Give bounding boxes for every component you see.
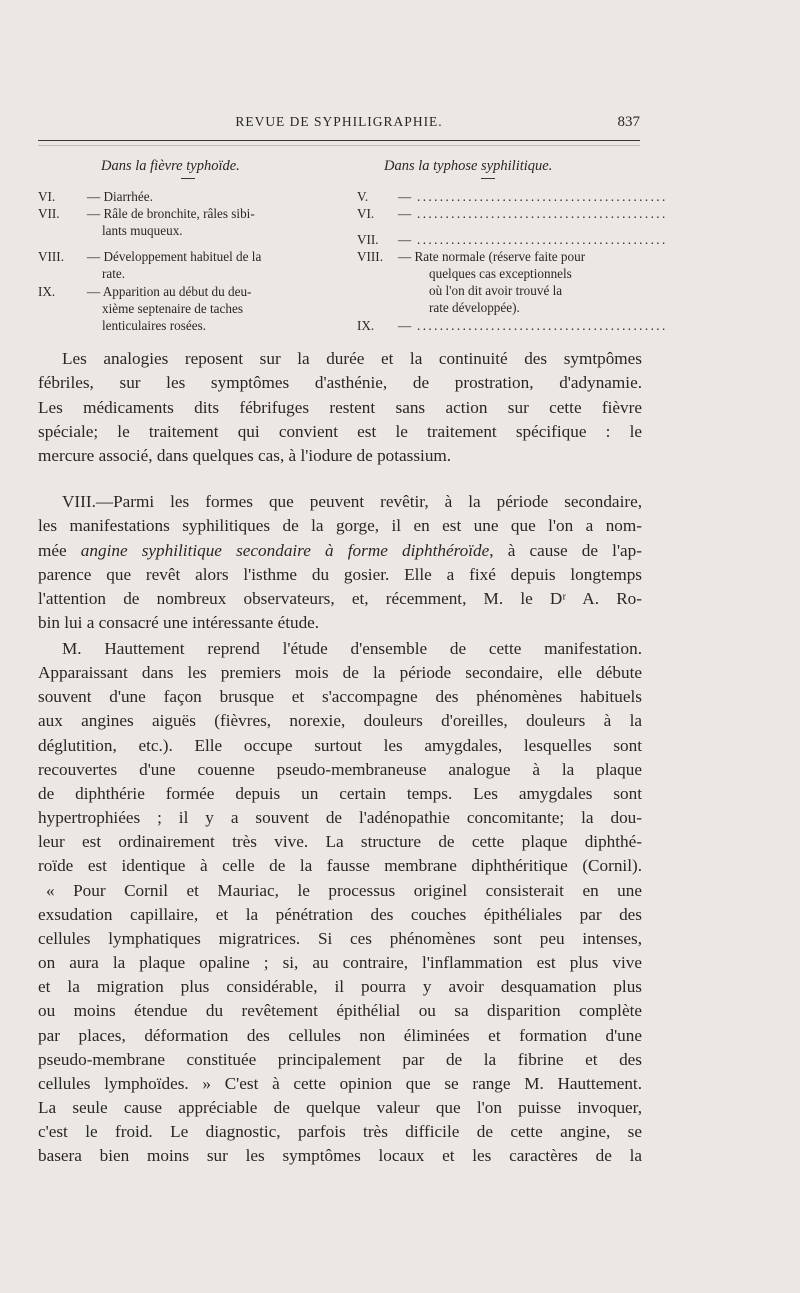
left-heading-dash <box>181 178 195 179</box>
row-text-cont: quelques cas exceptionnels <box>429 266 572 281</box>
text-line: par places, déformation des cellules non éliminées et formation d'une <box>38 1025 642 1045</box>
italic-term: angine syphilitique secondaire à forme diphthéroïde <box>80 540 490 560</box>
row-number: VIII. <box>357 249 383 264</box>
leader-dots: ............................................ <box>417 318 668 333</box>
text-line: aux angines aiguës (fièvres, norexie, douleurs d'oreilles, douleurs à la <box>38 711 642 731</box>
header-rule-shadow <box>38 145 640 146</box>
text-line-with-italic <box>38 539 642 563</box>
text-line: on aura la plaque opaline ; si, au contraire, l'inflammation est plus vive <box>38 953 642 973</box>
text-line: basera bien moins sur les symptômes locaux et les caractères de la <box>38 1146 642 1166</box>
text-line: pseudo-membrane constituée principalement par de la fibrine et des <box>38 1049 642 1069</box>
page-number: 837 <box>617 114 640 130</box>
text-line: M. Hauttement reprend l'étude d'ensemble de cette manifestation. <box>62 639 642 658</box>
running-head <box>38 114 640 138</box>
row-dash: — <box>398 189 412 204</box>
text-line: La seule cause appréciable de quelque valeur que l'on puisse invoquer, <box>38 1097 642 1117</box>
text-line: cellules lymphatiques migratrices. Si ces phénomènes sont peu intenses, <box>38 928 642 948</box>
text-line: cellules lymphoïdes. » C'est à cette opinion que se range M. Hauttement. <box>38 1073 642 1093</box>
row-text: — Diarrhée. <box>87 189 153 204</box>
text-line: c'est le froid. Le diagnostic, parfois très difficile de cette angine, se <box>38 1122 642 1142</box>
text-line: spéciale; le traitement qui convient est le traitement spécifique : le <box>38 421 642 441</box>
text-line: mercure associé, dans quelques cas, à l'iodure de potassium. <box>38 446 452 466</box>
leader-dots: ............................................ <box>417 206 668 221</box>
row-number: IX. <box>38 284 56 299</box>
text-line: Les analogies reposent sur la durée et la continuité des symtpômes <box>62 349 642 368</box>
paragraph-analogies <box>38 347 642 468</box>
text-line: exsudation capillaire, et la pénétration des couches épithéliales par des <box>38 904 642 924</box>
text-line: fébriles, sur les symptômes d'asthénie, de prostration, d'adynamie. <box>38 373 642 393</box>
header-rule <box>38 140 640 141</box>
right-heading-dash <box>481 178 495 179</box>
text-line: hypertrophiées ; il y a souvent de l'adénopathie concomitante; la dou- <box>38 808 642 828</box>
text-line: VIII.—Parmi les formes que peuvent revêtir, à la période secondaire, <box>62 492 642 511</box>
text-line: leur est ordinairement très vive. La structure de cette plaque diphthé- <box>38 832 642 852</box>
row-number: VIII. <box>38 249 64 264</box>
text-line: roïde est identique à celle de la fausse membrane diphthéritique (Cornil). <box>38 856 642 876</box>
text-line: et la migration plus considérable, il pourra y avoir desquamation plus <box>38 977 642 997</box>
row-text: — Rate normale (réserve faite pour <box>398 249 586 264</box>
running-title: REVUE DE SYPHILIGRAPHIE. <box>235 114 443 129</box>
row-dash: — <box>398 206 412 221</box>
paragraph-hauttement <box>38 637 642 1168</box>
text-line: ou moins étendue du revêtement épithélial ou sa disparition complète <box>38 1001 642 1021</box>
leader-dots: ............................................ <box>417 189 668 204</box>
text-line: « Pour Cornil et Mauriac, le processus originel consisterait en une <box>46 880 642 900</box>
text-line: déglutition, etc.). Elle occupe surtout les amygdales, lesquelles sont <box>38 735 642 755</box>
row-dash: — <box>398 318 412 333</box>
text-run: , à cause de l'ap- <box>489 540 642 560</box>
left-column-heading: Dans la fièvre typhoïde. <box>101 158 240 174</box>
row-text: — Râle de bronchite, râles sibi- <box>87 206 255 221</box>
row-text-cont: xième septenaire de taches <box>102 301 243 316</box>
leader-dots: ............................................ <box>417 232 668 247</box>
row-text: — Développement habituel de la <box>87 249 262 264</box>
paragraph-viii <box>38 490 642 636</box>
text-run: mée <box>38 540 81 560</box>
row-text-cont: où l'on dit avoir trouvé la <box>429 283 563 298</box>
row-text-cont: rate. <box>102 266 126 281</box>
text-line: bin lui a consacré une intéressante étude. <box>38 613 320 633</box>
row-text: — Apparition au début du deu- <box>87 284 252 299</box>
row-text-cont: lenticulaires rosées. <box>102 318 206 333</box>
row-number: VII. <box>357 232 379 247</box>
text-line: de diphthérie formée depuis un certain temps. Les amygdales sont <box>38 783 642 803</box>
row-text-cont: rate développée). <box>429 300 520 315</box>
row-text-cont: lants muqueux. <box>102 223 183 238</box>
text-line: recouvertes d'une couenne pseudo-membraneuse analogue à la plaque <box>38 759 642 779</box>
text-line: souvent d'une façon brusque et s'accompagne des phénomènes habituels <box>38 687 642 707</box>
text-line: les manifestations syphilitiques de la gorge, il en est une que l'on a nom- <box>38 516 642 536</box>
row-number: IX. <box>357 318 375 333</box>
text-line: Les médicaments dits fébrifuges restent sans action sur cette fièvre <box>38 397 642 417</box>
row-number: VI. <box>357 206 375 221</box>
row-number: VII. <box>38 206 60 221</box>
text-line: Apparaissant dans les premiers mois de la période secondaire, elle débute <box>38 663 642 683</box>
row-number: VI. <box>38 189 56 204</box>
row-dash: — <box>398 232 412 247</box>
text-line: parence que revêt alors l'isthme du gosier. Elle a fixé depuis longtemps <box>38 564 642 584</box>
text-line: l'attention de nombreux observateurs, et, récemment, M. le Dʳ A. Ro- <box>38 589 642 609</box>
row-number: V. <box>357 189 369 204</box>
right-column-heading: Dans la typhose syphilitique. <box>384 158 553 174</box>
